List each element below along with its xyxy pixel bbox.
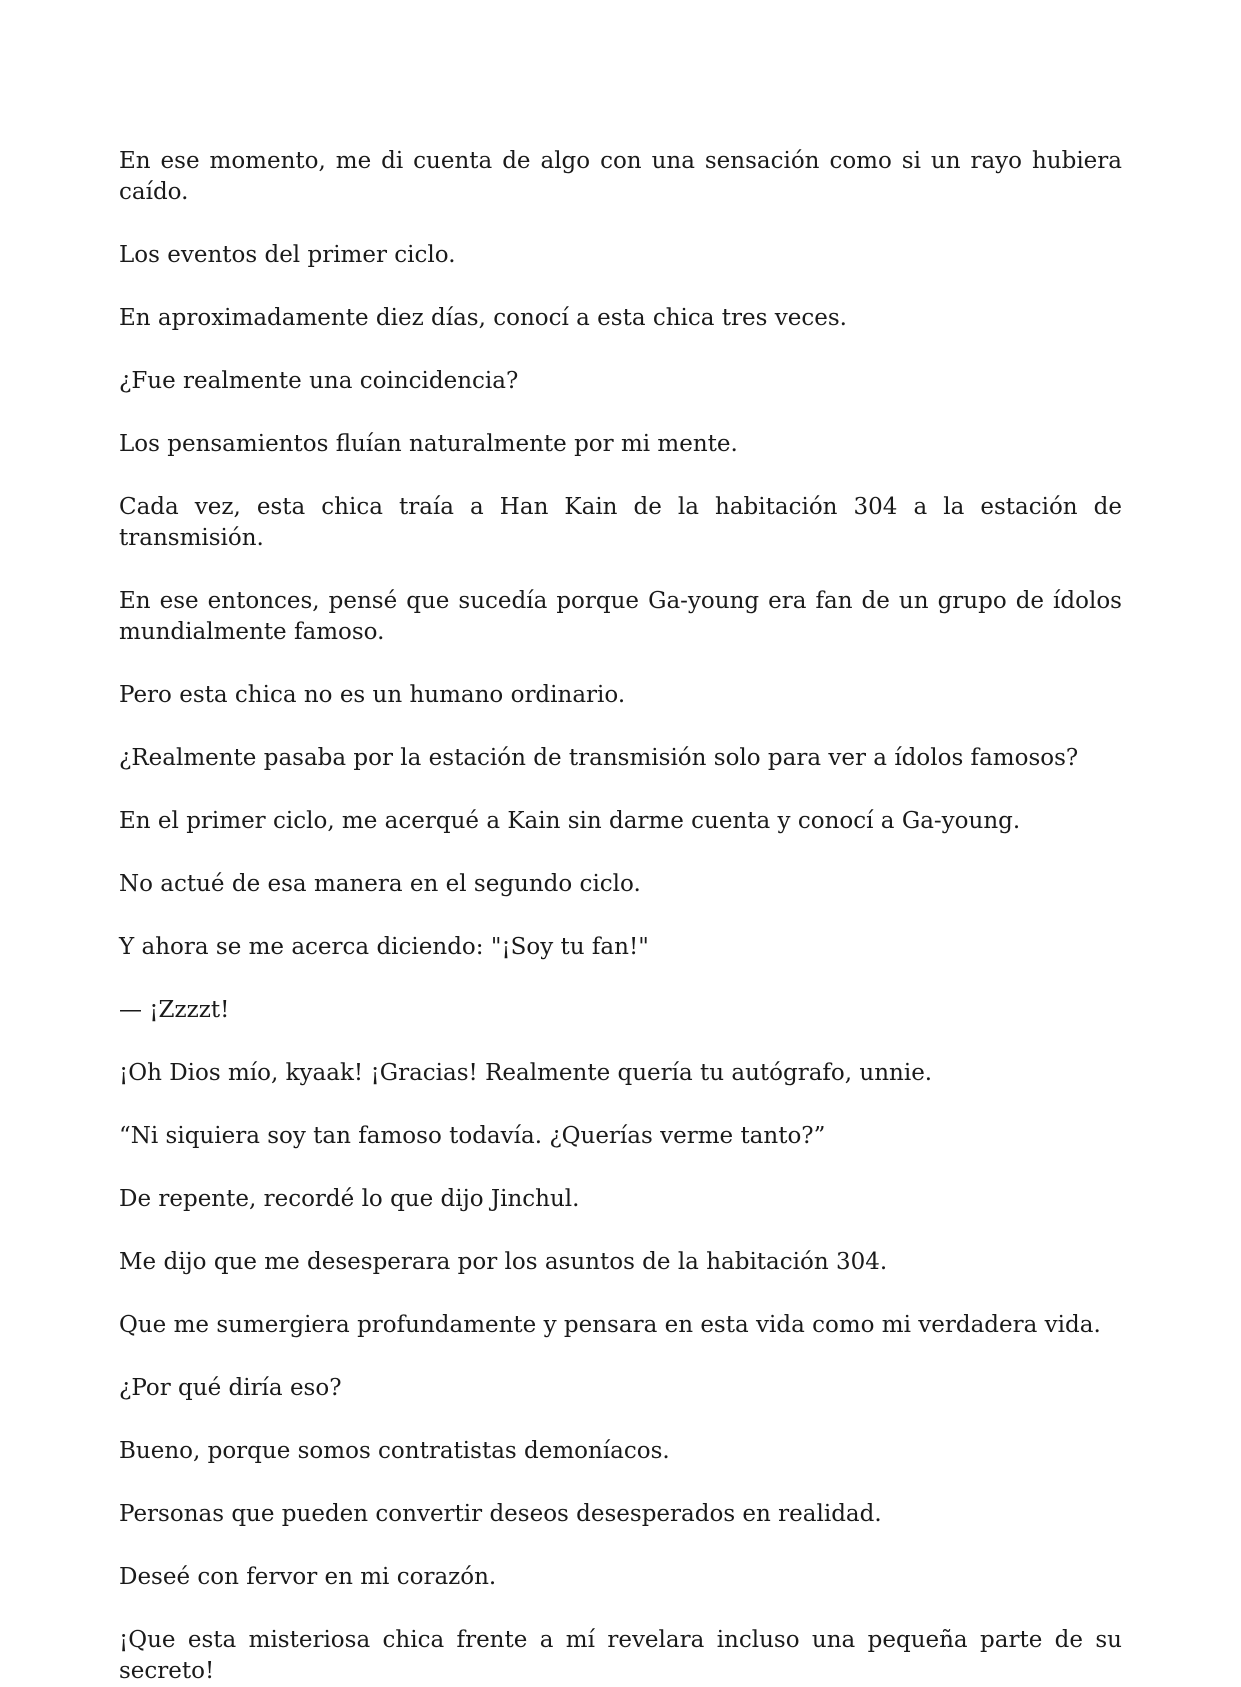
document-body — [119, 146, 1122, 1687]
paragraph: En el primer ciclo, me acerqué a Kain sin darme cuenta y conocí a Ga-young. — [119, 808, 1021, 834]
paragraph: ¡Que esta misteriosa chica frente a mí revelara incluso una pequeña parte de su secreto! — [119, 1627, 1122, 1684]
paragraph: En ese entonces, pensé que sucedía porque Ga-young era fan de un grupo de ídolos mundialmente famoso. — [119, 588, 1122, 645]
paragraph: De repente, recordé lo que dijo Jinchul. — [119, 1186, 580, 1212]
paragraph: En aproximadamente diez días, conocí a esta chica tres veces. — [119, 305, 847, 331]
paragraph: Bueno, porque somos contratistas demoníacos. — [119, 1438, 670, 1464]
paragraph: Deseé con fervor en mi corazón. — [119, 1564, 497, 1590]
paragraph: Y ahora se me acerca diciendo: "¡Soy tu fan!" — [119, 934, 649, 960]
paragraph: No actué de esa manera en el segundo ciclo. — [119, 871, 641, 897]
paragraph: ¡Oh Dios mío, kyaak! ¡Gracias! Realmente quería tu autógrafo, unnie. — [119, 1060, 933, 1086]
paragraph: Me dijo que me desesperara por los asuntos de la habitación 304. — [119, 1249, 888, 1275]
paragraph: Cada vez, esta chica traía a Han Kain de la habitación 304 a la estación de transmisión. — [119, 494, 1122, 551]
paragraph: Los eventos del primer ciclo. — [119, 242, 456, 268]
paragraph: En ese momento, me di cuenta de algo con una sensación como si un rayo hubiera caído. — [119, 148, 1122, 205]
paragraph: “Ni siquiera soy tan famoso todavía. ¿Querías verme tanto?” — [119, 1123, 826, 1149]
paragraph: Que me sumergiera profundamente y pensara en esta vida como mi verdadera vida. — [119, 1312, 1101, 1338]
paragraph: Personas que pueden convertir deseos desesperados en realidad. — [119, 1501, 882, 1527]
paragraph: ¿Realmente pasaba por la estación de transmisión solo para ver a ídolos famosos? — [119, 745, 1079, 771]
paragraph: — ¡Zzzzt! — [119, 997, 230, 1023]
paragraph: Pero esta chica no es un humano ordinario. — [119, 682, 626, 708]
paragraph: Los pensamientos fluían naturalmente por mi mente. — [119, 431, 738, 457]
paragraph: ¿Por qué diría eso? — [119, 1375, 342, 1401]
paragraph: ¿Fue realmente una coincidencia? — [119, 368, 519, 394]
